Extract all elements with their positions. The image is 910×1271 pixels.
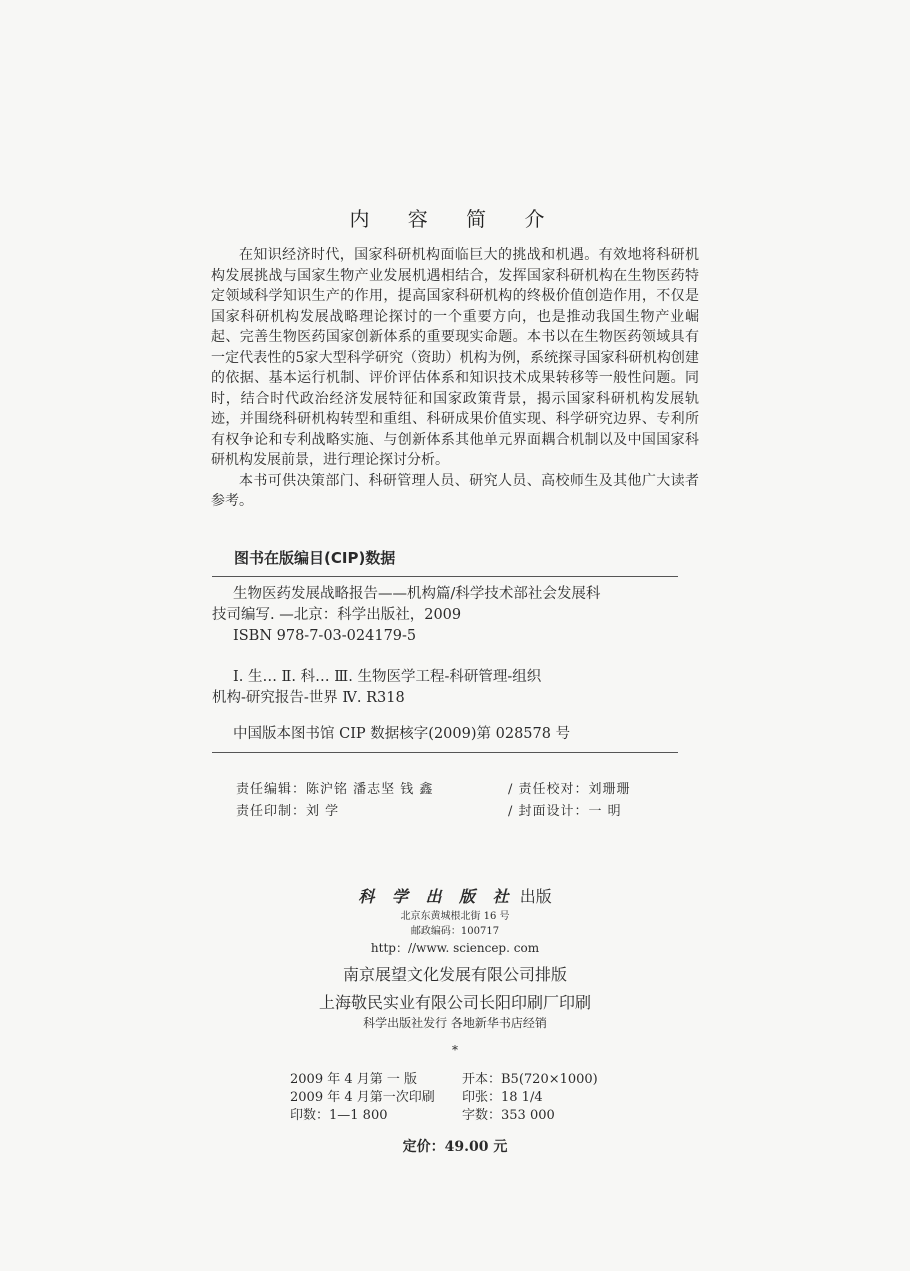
publisher-website: http：//www. sciencep. com — [370, 941, 540, 955]
typesetter: 南京展望文化发展有限公司排版 — [342, 965, 567, 984]
separator-asterisk: * — [452, 1043, 458, 1057]
staff-credits — [236, 779, 676, 823]
cip-record — [212, 724, 682, 745]
edition: 2009 年 4 月第 一 版 — [290, 1072, 418, 1087]
summary-paragraph: 在知识经济时代，国家科研机构面临巨大的挑战和机遇。有效地将科研机构发展挑战与国家生物产业发展机遇相结合，发挥国家科研机构在生物医药特定领域科学知识生产的作用，提高国家科研机构的终极价值创造作用，不仅是国家科研机构发展战略理论探讨的一个重要方向，也是推动我国生物产业崛起、完善生物医药国家创新体系的重要现实命题。本书以在生物医药领域具有一定代表性的5家大型科学研究（资助）机构为例，系统探寻国家科研机构创建的依据、基本运行机制、评价评估体系和知识技术成果转移等一般性问题。同时，结合时代政治经济发展特征和国家政策背景，揭示国家科研机构发展轨迹，并围绕科研机构转型和重组、科研成果价值实现、科学研究边界、专利所有权争论和专利战略实施、与创新体系其他单元界面耦合机制以及中国国家科研机构发展前景，进行理论探讨分析。 — [211, 247, 699, 468]
publisher-address: 北京东黄城根北街 16 号 — [400, 911, 510, 922]
cip-subjects-line: 机构-研究报告-世界 Ⅳ. R318 — [212, 690, 405, 706]
cip-entry — [212, 584, 682, 647]
distribution: 科学出版社发行 各地新华书店经销 — [363, 1016, 547, 1030]
publisher-name: 科 学 出 版 社 — [358, 887, 515, 906]
cip-subjects-line: Ⅰ. 生… Ⅱ. 科… Ⅲ. 生物医学工程-科研管理-组织 — [233, 669, 542, 685]
word-count: 字数：353 000 — [462, 1108, 555, 1123]
publisher-suffix: 出版 — [519, 887, 552, 906]
printer: 上海敬民实业有限公司长阳印刷厂印刷 — [318, 993, 591, 1012]
cip-isbn: ISBN 978-7-03-024179-5 — [233, 628, 417, 644]
publisher-name-line — [0, 884, 910, 907]
cip-entry-line: 生物医药发展战略报告——机构篇/科学技术部社会发展科 — [233, 586, 601, 602]
cip-subjects — [212, 667, 682, 709]
summary-title: 内 容 简 介 — [349, 207, 561, 231]
printing-supervisor: 责任印制：刘 学 — [236, 804, 340, 819]
print-specs — [290, 1071, 630, 1125]
summary-body — [211, 245, 699, 512]
divider — [212, 576, 678, 577]
cip-record-line: 中国版本图书馆 CIP 数据核字(2009)第 028578 号 — [233, 726, 571, 742]
cip-heading: 图书在版编目(CIP)数据 — [234, 549, 396, 567]
printed-sheets: 印张：18 1/4 — [462, 1090, 543, 1105]
publisher-postcode: 邮政编码：100717 — [410, 926, 500, 937]
price: 定价：49.00 元 — [402, 1139, 508, 1155]
copies: 印数：1—1 800 — [290, 1108, 388, 1123]
divider — [212, 752, 678, 753]
cip-entry-line: 技司编写. —北京：科学出版社，2009 — [212, 607, 462, 623]
summary-paragraph: 本书可供决策部门、科研管理人员、研究人员、高校师生及其他广大读者参考。 — [211, 472, 699, 509]
cover-designer: / 封面设计：一 明 — [508, 804, 622, 819]
format: 开本：B5(720×1000) — [462, 1072, 598, 1087]
editors: 责任编辑：陈沪铭 潘志坚 钱 鑫 — [236, 782, 434, 797]
printing-date: 2009 年 4 月第一次印刷 — [290, 1090, 435, 1105]
proofreader: / 责任校对：刘珊珊 — [508, 782, 631, 797]
